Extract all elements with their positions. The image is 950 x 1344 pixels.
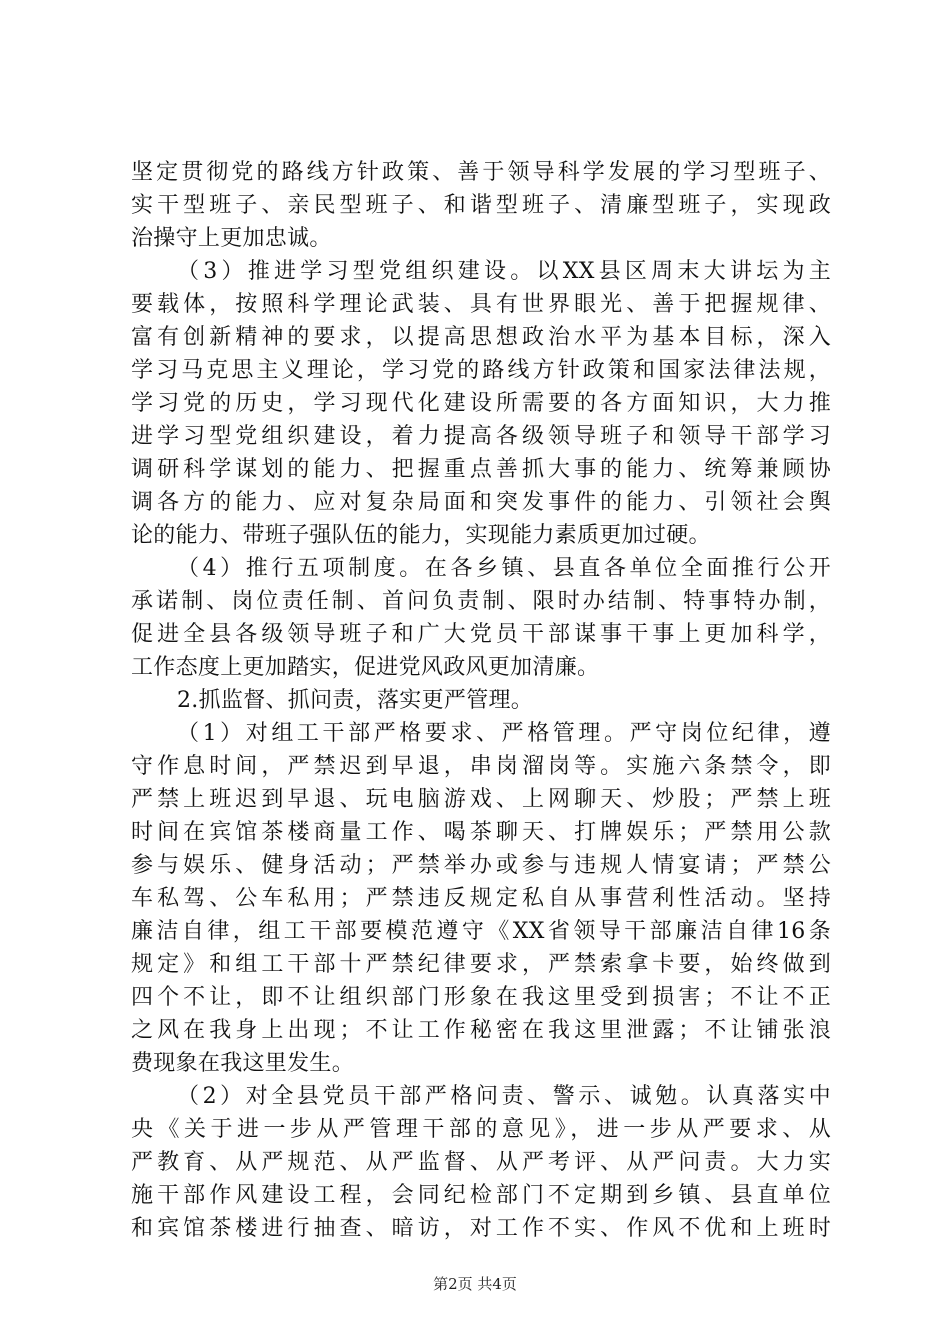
text-line: 严教育、从严规范、从严监督、从严考评、从严问责。大力实 (131, 1150, 831, 1175)
text-line: 四个不让，即不让组织部门形象在我这里受到损害；不让不正 (131, 985, 831, 1010)
document-body (131, 156, 831, 1245)
text-line: 之风在我身上出现；不让工作秘密在我这里泄露；不让铺张浪 (131, 1018, 831, 1043)
text-line: 施干部作风建设工程，会同纪检部门不定期到乡镇、县直单位 (131, 1183, 831, 1208)
text-line: 学习党的历史，学习现代化建设所需要的各方面知识，大力推 (131, 391, 831, 416)
text-line: 规定》和组工干部十严禁纪律要求，严禁索拿卡要，始终做到 (131, 952, 831, 977)
text-line: 促进全县各级领导班子和广大党员干部谋事干事上更加科学， (131, 622, 831, 647)
text-line: 治操守上更加忠诚。 (131, 226, 332, 251)
text-line: 廉洁自律，组工干部要模范遵守《XX省领导干部廉洁自律16条 (131, 919, 831, 944)
text-line: 调研科学谋划的能力、把握重点善抓大事的能力、统筹兼顾协 (131, 457, 831, 482)
text-line: 时间在宾馆茶楼商量工作、喝茶聊天、打牌娱乐；严禁用公款 (131, 820, 831, 845)
text-line: 承诺制、岗位责任制、首问负责制、限时办结制、特事特办制， (131, 589, 831, 614)
text-line: 严禁上班迟到早退、玩电脑游戏、上网聊天、炒股；严禁上班 (131, 787, 831, 812)
text-line: 和宾馆茶楼进行抽查、暗访，对工作不实、作风不优和上班时 (131, 1216, 831, 1241)
text-line: （4）推行五项制度。在各乡镇、县直各单位全面推行公开 (177, 556, 831, 581)
text-line: （2）对全县党员干部严格问责、警示、诚勉。认真落实中 (177, 1084, 831, 1109)
text-line: 2.抓监督、抓问责，落实更严管理。 (177, 688, 534, 713)
text-line: 富有创新精神的要求，以提高思想政治水平为基本目标，深入 (131, 325, 831, 350)
text-line: 学习马克思主义理论，学习党的路线方针政策和国家法律法规， (131, 358, 831, 383)
text-line: 费现象在我这里发生。 (131, 1051, 355, 1076)
text-line: （3）推进学习型党组织建设。以XX县区周末大讲坛为主 (177, 259, 831, 284)
text-line: 进学习型党组织建设，着力提高各级领导班子和领导干部学习 (131, 424, 831, 449)
text-line: 车私驾、公车私用；严禁违反规定私自从事营利性活动。坚持 (131, 886, 831, 911)
text-line: 守作息时间，严禁迟到早退，串岗溜岗等。实施六条禁令，即 (131, 754, 831, 779)
text-line: 工作态度上更加踏实，促进党风政风更加清廉。 (131, 655, 600, 680)
text-line: 央《关于进一步从严管理干部的意见》，进一步从严要求、从 (131, 1117, 831, 1142)
page-number-footer: 第2页 共4页 (433, 1275, 517, 1293)
text-line: 调各方的能力、应对复杂局面和突发事件的能力、引领社会舆 (131, 490, 831, 515)
text-line: 参与娱乐、健身活动；严禁举办或参与违规人情宴请；严禁公 (131, 853, 831, 878)
text-line: 要载体，按照科学理论武装、具有世界眼光、善于把握规律、 (131, 292, 831, 317)
text-line: 坚定贯彻党的路线方针政策、善于领导科学发展的学习型班子、 (131, 160, 831, 185)
text-line: （1）对组工干部严格要求、严格管理。严守岗位纪律，遵 (177, 721, 831, 746)
text-line: 实干型班子、亲民型班子、和谐型班子、清廉型班子，实现政 (131, 193, 831, 218)
text-line: 论的能力、带班子强队伍的能力，实现能力素质更加过硬。 (131, 523, 711, 548)
